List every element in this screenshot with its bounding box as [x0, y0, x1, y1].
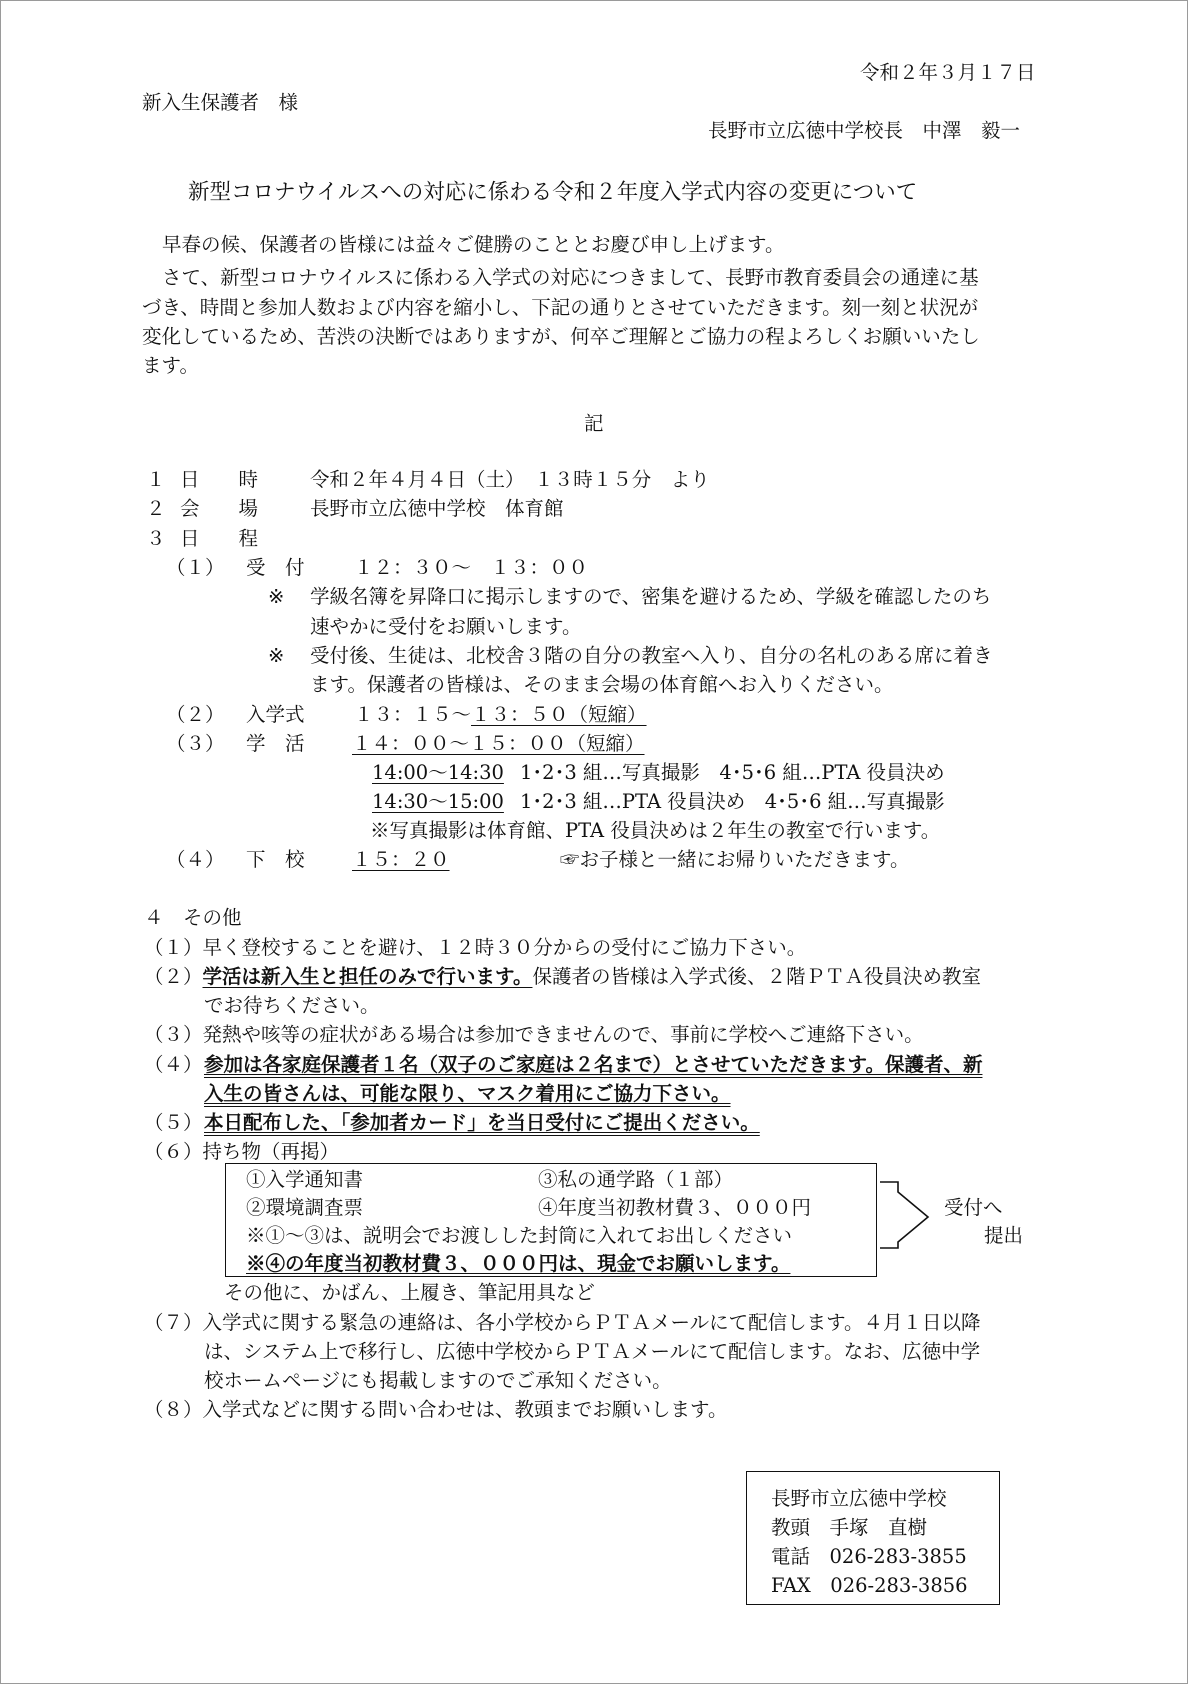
submit-label: 提出 — [984, 1224, 1024, 1247]
schedule-label: 入学式 — [246, 703, 305, 726]
other-item-number: （２） — [144, 965, 203, 988]
intro-line: ます。 — [142, 354, 199, 377]
other-heading: ４ その他 — [144, 906, 242, 929]
sub-time: 14:00～14:30 — [372, 761, 504, 784]
venue: 長野市立広徳中学校 体育館 — [310, 497, 564, 520]
other-item-number: （４） — [144, 1053, 203, 1076]
contact-school: 長野市立広徳中学校 — [771, 1487, 947, 1510]
other-item-emphasis: 学活は新入生と担任のみで行います。 — [202, 965, 533, 988]
belonging-item: ③私の通学路（１部） — [538, 1168, 734, 1191]
intro-line: 早春の候、保護者の皆様には益々ご健勝のこととお慶び申し上げます。 — [162, 233, 785, 256]
sub-text: 1･2･3 組…PTA 役員決め 4･5･6 組…写真撮影 — [520, 790, 945, 813]
schedule-time: １５：２０ — [352, 848, 450, 871]
schedule-label: 下 校 — [246, 848, 305, 871]
note-mark: ※ — [268, 585, 285, 608]
sub-text: 1･2･3 組…写真撮影 4･5･6 組…PTA 役員決め — [520, 761, 945, 784]
note-line: ます。保護者の皆様は、そのまま会場の体育館へお入りください。 — [310, 673, 894, 696]
intro-line: づき、時間と参加人数および内容を縮小し、下記の通りとさせていただきます。刻一刻と状況が — [142, 296, 979, 319]
note-line: 受付後、生徒は、北校舎３階の自分の教室へ入り、自分の名札のある席に着き — [310, 644, 993, 667]
section-label: 日 時 — [180, 468, 259, 491]
sub-note: ※写真撮影は体育館、PTA 役員決めは２年生の教室で行います。 — [370, 819, 941, 842]
document-title: 新型コロナウイルスへの対応に係わる令和２年度入学式内容の変更について — [188, 180, 918, 205]
schedule-number: （３） — [166, 732, 225, 755]
schedule-time — [354, 700, 647, 729]
section-number: ３ — [146, 527, 166, 550]
section-label: 会 場 — [180, 497, 259, 520]
addressee: 新入生保護者 様 — [142, 91, 299, 114]
belonging-note: ※④の年度当初教材費３、０００円は、現金でお願いします。 — [246, 1252, 791, 1275]
contact-fax: FAX 026-283-3856 — [771, 1574, 968, 1597]
contact-phone: 電話 026-283-3855 — [771, 1545, 967, 1568]
document-date: 令和２年３月１７日 — [860, 61, 1036, 84]
other-item-emphasis: 入生の皆さんは、可能な限り、マスク着用にご協力下さい。 — [204, 1082, 731, 1105]
section-label: 日 程 — [180, 527, 259, 550]
section-number: １ — [146, 468, 166, 491]
ki-heading: 記 — [584, 412, 604, 435]
other-item-emphasis: 参加は各家庭保護者１名（双子のご家庭は２名まで）とさせていただきます。保護者、新 — [204, 1053, 983, 1076]
contact-person: 教頭 手塚 直樹 — [771, 1516, 928, 1539]
other-belongings: その他に、かばん、上履き、筆記用具など — [224, 1281, 595, 1304]
contact-box — [746, 1471, 1000, 1605]
note-line: 学級名簿を昇降口に掲示しますので、密集を避けるため、学級を確認したのち — [310, 585, 992, 608]
intro-line: 変化しているため、苦渋の決断ではありますが、何卒ご理解とご協力の程よろしくお願いいたし — [142, 325, 980, 348]
schedule-label: 受 付 — [246, 556, 305, 579]
belonging-note: ※①～③は、説明会でお渡しした封筒に入れてお出しください — [246, 1224, 793, 1247]
schedule-number: （２） — [166, 703, 225, 726]
schedule-time: １４：００～１５：００（短縮） — [352, 732, 645, 755]
other-item-number: （５） — [144, 1111, 203, 1134]
schedule-time: １２：３０～ １３：００ — [354, 556, 589, 579]
other-item-text: 保護者の皆様は入学式後、２階ＰＴＡ役員決め教室 — [532, 965, 981, 988]
ceremony-datetime: 令和２年４月４日（土） １３時１５分 より — [310, 468, 710, 491]
sub-time: 14:30～15:00 — [372, 790, 504, 813]
other-item-line: 校ホームページにも掲載しますのでご承知ください。 — [204, 1369, 672, 1392]
other-item-emphasis: 本日配布した、「参加者カード」を当日受付にご提出ください。 — [204, 1111, 760, 1134]
other-item: （６）持ち物（再掲） — [144, 1140, 340, 1163]
note-line: 速やかに受付をお願いします。 — [310, 615, 582, 638]
other-item: （７）入学式に関する緊急の連絡は、各小学校からＰＴＡメールにて配信します。４月１日以降 — [144, 1311, 981, 1334]
schedule-label: 学 活 — [246, 732, 305, 755]
schedule-note: ☞お子様と一緒にお帰りいただきます。 — [560, 848, 910, 871]
belonging-item: ①入学通知書 — [246, 1168, 364, 1191]
other-item: （３）発熱や咳等の症状がある場合は参加できませんので、事前に学校へご連絡下さい。 — [144, 1023, 924, 1046]
schedule-number: （１） — [166, 556, 225, 579]
intro-line: さて、新型コロナウイルスに係わる入学式の対応につきまして、長野市教育委員会の通達に基 — [162, 266, 979, 289]
belonging-item: ②環境調査票 — [246, 1196, 364, 1219]
other-item — [144, 962, 981, 991]
other-item: （１）早く登校することを避け、１２時３０分からの受付にご協力下さい。 — [144, 936, 807, 959]
belonging-item: ④年度当初教材費３、０００円 — [538, 1196, 812, 1219]
section-number: ２ — [146, 497, 166, 520]
other-item-line: は、システム上で移行し、広徳中学校からＰＴＡメールにて配信します。なお、広徳中学 — [204, 1340, 981, 1363]
submit-label: 受付へ — [944, 1196, 1003, 1219]
note-mark: ※ — [268, 644, 285, 667]
schedule-time-end: １３：５０（短縮） — [471, 703, 647, 726]
other-item-line: でお待ちください。 — [204, 994, 380, 1017]
sender: 長野市立広徳中学校長 中澤 毅一 — [708, 119, 1021, 142]
schedule-number: （４） — [166, 848, 225, 871]
bracket-arrow-icon — [880, 1180, 930, 1250]
other-item: （８）入学式などに関する問い合わせは、教頭までお願いします。 — [144, 1398, 728, 1421]
schedule-time-start: １３：１５～ — [354, 703, 472, 726]
